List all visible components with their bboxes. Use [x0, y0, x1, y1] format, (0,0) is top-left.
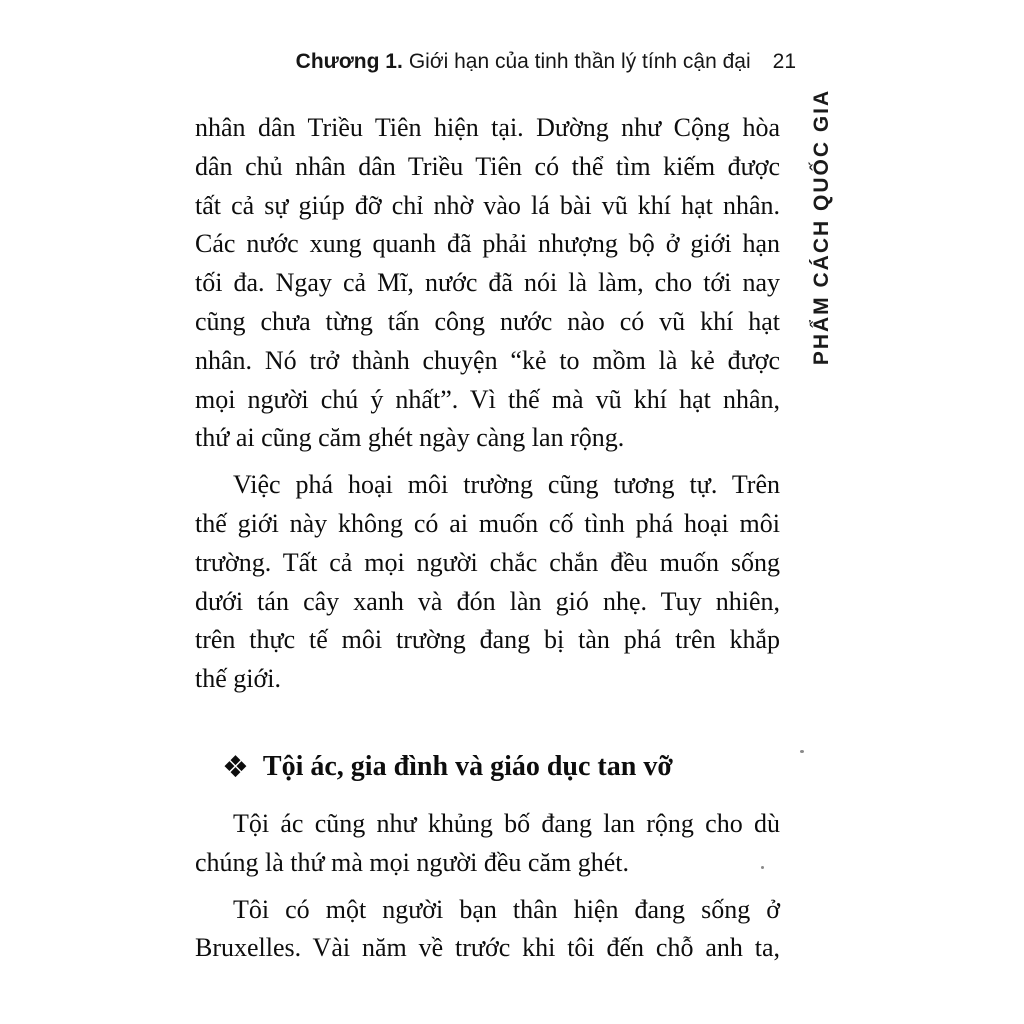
- text-line: Việc phá hoại môi trường cũng tương tự. Trên: [233, 470, 780, 500]
- body-text-top: [195, 109, 780, 699]
- text-line: Tội ác cũng như khủng bố đang lan rộng cho dù: [233, 809, 780, 838]
- paragraph: [195, 891, 780, 969]
- page-number: 21: [772, 50, 796, 73]
- text-line: tất cả sự giúp đỡ chỉ nhờ vào lá bài vũ khí hạt nhân.: [195, 190, 780, 220]
- text-line: Bruxelles. Vài năm về trước khi tôi đến chỗ anh ta,: [195, 933, 780, 963]
- running-header: [195, 50, 796, 74]
- text-line: nhân. Nó trở thành chuyện “kẻ to mồm là kẻ được: [195, 345, 780, 375]
- chapter-title: Giới hạn của tinh thần lý tính cận đại: [408, 50, 751, 73]
- text-line: Các nước xung quanh đã phải nhượng bộ ở giới hạn: [195, 229, 780, 259]
- text-line: tối đa. Ngay cả Mĩ, nước đã nói là làm, cho tới nay: [195, 268, 780, 298]
- text-line: dân chủ nhân dân Triều Tiên có thể tìm kiếm được: [195, 151, 780, 181]
- section-heading: [222, 748, 780, 783]
- section-title: Tội ác, gia đình và giáo dục tan vỡ: [262, 751, 673, 782]
- text-line: dưới tán cây xanh và đón làn gió nhẹ. Tuy nhiên,: [195, 586, 780, 616]
- paragraph: [195, 466, 780, 699]
- text-line: nhân dân Triều Tiên hiện tại. Dường như Cộng hòa: [195, 113, 780, 142]
- text-line: cũng chưa từng tấn công nước nào có vũ khí hạt: [195, 306, 780, 336]
- paragraph: [195, 805, 780, 883]
- fleuron-ornament-icon: ❖: [222, 750, 249, 785]
- body-text-bottom: [195, 805, 780, 968]
- text-line: Tôi có một người bạn thân hiện đang sống ở: [233, 894, 780, 924]
- text-line: thế giới.: [195, 664, 281, 694]
- book-spine-title: PHẨM CÁCH QUỐC GIA: [810, 88, 833, 366]
- text-line: thế giới này không có ai muốn cố tình phá hoại môi: [195, 508, 780, 538]
- chapter-label: Chương 1.: [295, 50, 403, 73]
- text-line: trên thực tế môi trường đang bị tàn phá trên khắp: [195, 625, 780, 655]
- text-line: mọi người chú ý nhất”. Vì thế mà vũ khí hạt nhân,: [195, 384, 780, 414]
- text-line: trường. Tất cả mọi người chắc chắn đều muốn sống: [195, 547, 780, 577]
- text-line: chúng là thứ mà mọi người đều căm ghét.: [195, 847, 630, 877]
- text-line: thứ ai cũng căm ghét ngày càng lan rộng.: [195, 423, 625, 453]
- paragraph: [195, 109, 780, 458]
- scan-speck: [761, 866, 764, 869]
- scan-speck: [800, 750, 804, 753]
